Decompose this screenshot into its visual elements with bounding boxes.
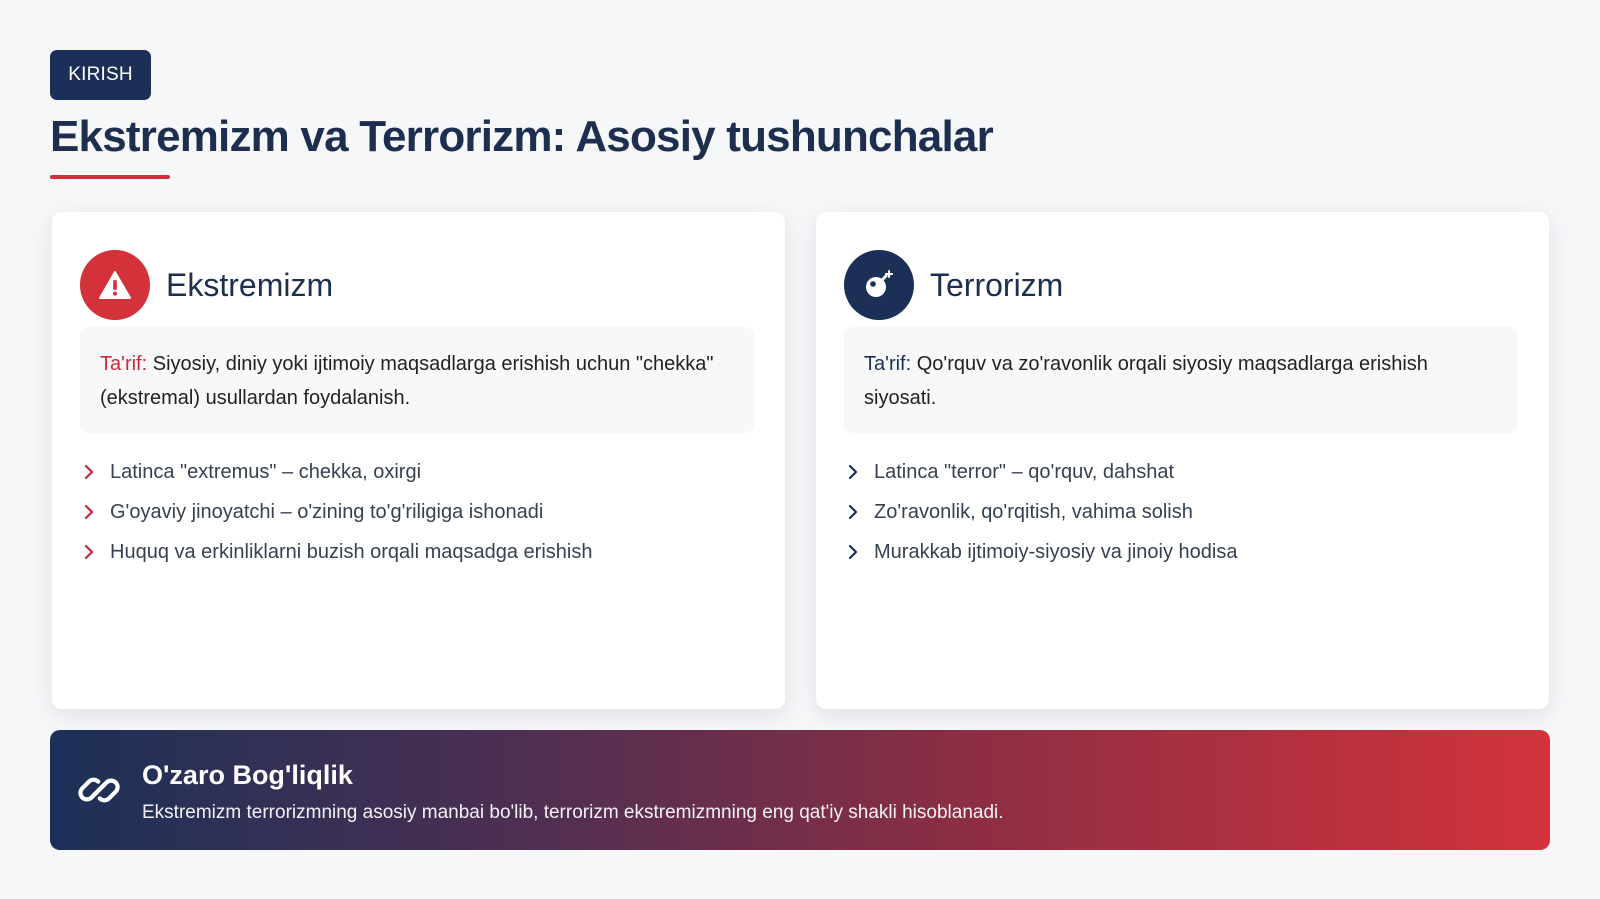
section-badge: KIRISH xyxy=(50,50,151,100)
relation-banner xyxy=(50,730,1550,850)
list-item xyxy=(82,492,592,532)
list-item xyxy=(846,452,1237,492)
link-icon xyxy=(76,767,122,813)
feature-list xyxy=(846,452,1237,572)
chevron-right-icon xyxy=(82,465,96,479)
bomb-icon xyxy=(844,250,914,320)
list-item xyxy=(846,532,1237,572)
list-item-text: Latinca "terror" – qo'rquv, dahshat xyxy=(874,460,1175,483)
card-header xyxy=(80,240,333,330)
definition-label: Ta'rif: xyxy=(100,353,148,375)
definition-text: Siyosiy, diniy yoki ijtimoiy maqsadlarga erishish uchun "chekka" (ekstremal) usullardan foydalanish. xyxy=(100,353,714,409)
card-terrorizm xyxy=(816,212,1549,709)
definition-box xyxy=(80,327,754,433)
card-ekstremizm xyxy=(52,212,785,709)
banner-text: Ekstremizm terrorizmning asosiy manbai bo'lib, terrorizm ekstremizmning eng qat'iy shakli hisoblanadi. xyxy=(142,802,1004,823)
chevron-right-icon xyxy=(846,505,860,519)
card-title: Ekstremizm xyxy=(166,266,334,303)
chevron-right-icon xyxy=(846,545,860,559)
title-underline xyxy=(50,175,170,179)
chevron-right-icon xyxy=(846,465,860,479)
definition-text: Qo'rquv va zo'ravonlik orqali siyosiy maqsadlarga erishish siyosati. xyxy=(864,353,1428,409)
list-item-text: G'oyaviy jinoyatchi – o'zining to'g'riligiga ishonadi xyxy=(110,500,544,523)
list-item xyxy=(82,532,592,572)
feature-list xyxy=(82,452,592,572)
list-item-text: Zo'ravonlik, qo'rqitish, vahima solish xyxy=(874,500,1193,523)
definition-label: Ta'rif: xyxy=(864,353,912,375)
card-title: Terrorizm xyxy=(930,266,1064,303)
list-item-text: Huquq va erkinliklarni buzish orqali maqsadga erishish xyxy=(110,540,593,563)
chevron-right-icon xyxy=(82,545,96,559)
list-item-text: Murakkab ijtimoiy-siyosiy va jinoiy hodisa xyxy=(874,540,1238,563)
list-item xyxy=(846,492,1237,532)
card-header xyxy=(844,240,1063,330)
definition-box xyxy=(844,327,1518,433)
chevron-right-icon xyxy=(82,505,96,519)
list-item-text: Latinca "extremus" – chekka, oxirgi xyxy=(110,460,422,483)
warning-triangle-icon xyxy=(80,250,150,320)
list-item xyxy=(82,452,592,492)
banner-title: O'zaro Bog'liqlik xyxy=(142,760,353,790)
page-title: Ekstremizm va Terrorizm: Asosiy tushunchalar xyxy=(50,112,993,161)
